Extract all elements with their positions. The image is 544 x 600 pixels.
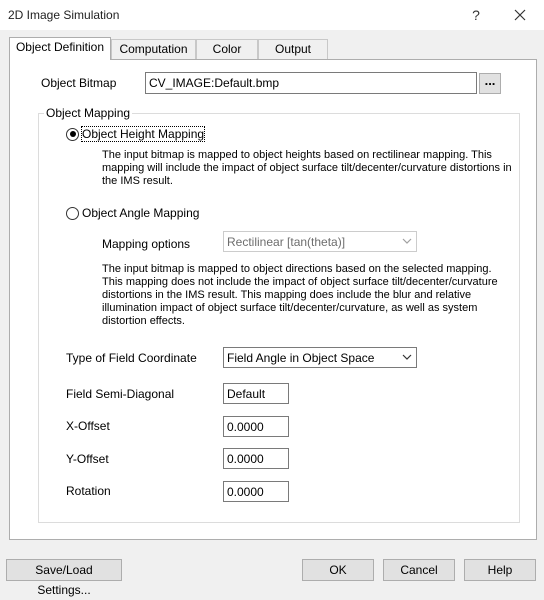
field-semi-diagonal-label: Field Semi-Diagonal [66,387,175,401]
chevron-down-icon[interactable] [402,351,412,365]
title-bar [0,0,544,30]
object-height-mapping-radio[interactable] [66,127,204,141]
x-offset-input[interactable]: 0.0000 [223,416,289,437]
close-icon[interactable] [506,4,534,26]
object-mapping-label: Object Mapping [46,106,131,120]
y-offset-label: Y-Offset [66,452,109,466]
tab-output[interactable]: Output [258,39,328,59]
field-coordinate-label: Type of Field Coordinate [66,351,197,365]
ok-button[interactable]: OK [302,559,374,581]
height-mapping-description: The input bitmap is mapped to object heights based on rectilinear mapping. This mapping will include the impact of object surface tilt/decenter/curvature distortions in the IMS result. [102,149,512,187]
object-height-mapping-label[interactable]: Object Height Mapping [82,127,205,141]
mapping-options-value: Rectilinear [tan(theta)] [227,235,346,249]
rotation-label: Rotation [66,484,111,498]
angle-mapping-description: The input bitmap is mapped to object directions based on the selected mapping. This mapping does not include the impact of object surface tilt/decenter/curvature distortions in the IMS result. This mapping does include the blur and relative illumination impact of object surface tilt/decenter/curvature, as well as system distortion effects. [102,263,498,327]
help-button[interactable]: Help [464,559,536,581]
rotation-input[interactable]: 0.0000 [223,481,289,502]
mapping-options-label: Mapping options [102,237,191,251]
tab-object-definition[interactable]: Object Definition [9,37,111,60]
object-bitmap-label: Object Bitmap [41,76,117,90]
tab-computation[interactable]: Computation [111,39,196,59]
window-title: 2D Image Simulation [8,8,120,22]
browse-button[interactable]: ... [479,73,501,94]
field-coordinate-dropdown[interactable] [223,347,417,368]
y-offset-input[interactable]: 0.0000 [223,448,289,469]
object-angle-mapping-radio[interactable] [66,206,199,220]
field-semi-diagonal-input[interactable]: Default [223,383,289,404]
radio-unselected-icon[interactable] [66,207,79,220]
mapping-options-dropdown [223,231,417,252]
object-angle-mapping-label[interactable]: Object Angle Mapping [82,206,200,220]
cancel-button[interactable]: Cancel [383,559,455,581]
tab-color[interactable]: Color [196,39,258,59]
object-bitmap-input[interactable]: CV_IMAGE:Default.bmp [145,72,477,94]
radio-selected-icon[interactable] [66,128,79,141]
x-offset-label: X-Offset [66,419,110,433]
chevron-down-icon [402,235,412,249]
help-icon[interactable]: ? [472,7,480,23]
save-load-settings-button[interactable]: Save/Load Settings... [6,559,122,581]
field-coordinate-value: Field Angle in Object Space [227,351,375,365]
